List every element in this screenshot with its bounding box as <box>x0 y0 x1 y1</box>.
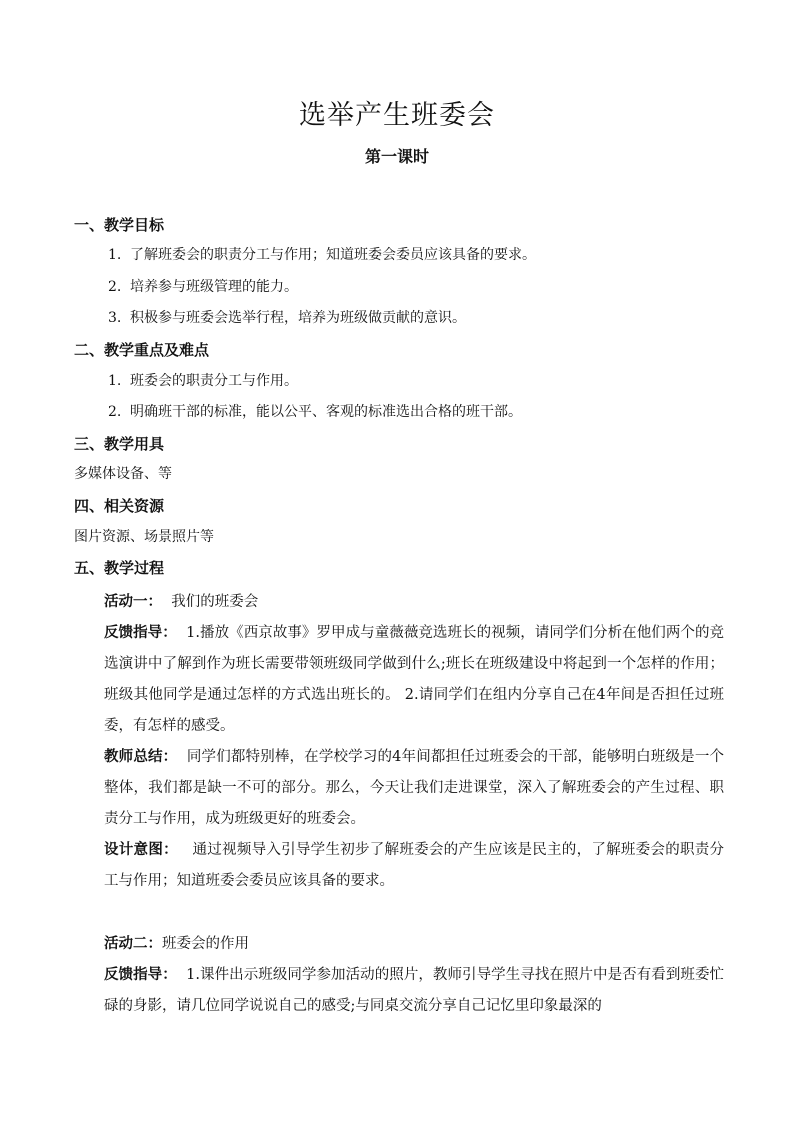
goal-item-text: 培养参与班级管理的能力。 <box>130 279 298 295</box>
activity2-feedback-label: 反馈指导： <box>104 966 177 983</box>
tools-text: 多媒体设备、等 <box>74 466 172 482</box>
activity1-summary-text: 同学们都特别棒，在学校学习的4年间都担任过班委会的干部，能够明白班级是一个整体，我们都是缺一不可的部分。那么，今天让我们走进课堂，深入了解班委会的产生过程、职责分工与作用，成为班级更好的班委会。 <box>104 749 724 827</box>
section-heading-tools: 三、教学用具 <box>74 435 165 453</box>
goal-item <box>108 244 536 266</box>
goal-item <box>108 307 466 329</box>
activity1-label: 活动一： <box>104 593 162 610</box>
goal-item-number: 3. <box>108 310 122 326</box>
goal-item-text: 积极参与班委会选举行程，培养为班级做贡献的意识。 <box>130 310 466 326</box>
section-heading-process: 五、教学过程 <box>74 559 165 577</box>
key-point-item <box>108 370 298 392</box>
activity1-intent-text: 通过视频导入引导学生初步了解班委会的产生应该是民主的，了解班委会的职责分工与作用；知道班委会委员应该具备的要求。 <box>104 842 725 889</box>
activity1-summary <box>104 741 724 835</box>
activity2-label: 活动二： <box>104 935 162 952</box>
activity1-summary-label: 教师总结： <box>104 748 178 765</box>
goal-item-number: 1. <box>108 247 122 263</box>
activity1-title-line <box>104 586 724 618</box>
key-point-text: 班委会的职责分工与作用。 <box>130 373 298 389</box>
key-point-item <box>108 401 522 423</box>
goal-item <box>108 276 298 298</box>
activity2-title-line <box>104 928 724 960</box>
activity1-intent <box>104 834 724 897</box>
section-heading-key-points: 二、教学重点及难点 <box>74 341 210 359</box>
activity1-feedback-text: 1.播放《西京故事》罗甲成与童薇薇竞选班长的视频，请同学们分析在他们两个的竞选演讲中了解到作为班长需要带领班级同学做到什么;班长在班级建设中将起到一个怎样的作用；班级其他同学是通过怎样的方式选出班长的。 2.请同学们在组内分享自己在4年间是否担任过班委，有怎样的感受。 <box>104 625 725 734</box>
key-point-number: 1. <box>108 373 122 389</box>
activity2-feedback-text: 1.课件出示班级同学参加活动的照片，教师引导学生寻找在照片中是否有看到班委忙碌的身影，请几位同学说说自己的感受;与同桌交流分享自己记忆里印象最深的 <box>104 967 725 1014</box>
key-point-text: 明确班干部的标准，能以公平、客观的标准选出合格的班干部。 <box>130 404 522 420</box>
goal-item-number: 2. <box>108 279 122 295</box>
activity1-intent-label: 设计意图： <box>104 841 178 858</box>
document-title: 选举产生班委会 <box>299 100 495 131</box>
activity1-title: 我们的班委会 <box>171 594 259 610</box>
document-subtitle: 第一课时 <box>364 147 429 166</box>
key-point-number: 2. <box>108 404 122 420</box>
section-heading-resources: 四、相关资源 <box>74 497 165 515</box>
activity1-feedback-label: 反馈指导： <box>104 624 177 641</box>
activity2-title: 班委会的作用 <box>162 936 249 952</box>
activity1-feedback <box>104 617 724 742</box>
section-heading-goals: 一、教学目标 <box>74 216 165 234</box>
activity2-feedback <box>104 959 724 1022</box>
resources-text: 图片资源、场景照片等 <box>74 529 214 545</box>
goal-item-text: 了解班委会的职责分工与作用；知道班委会委员应该具备的要求。 <box>130 247 536 263</box>
